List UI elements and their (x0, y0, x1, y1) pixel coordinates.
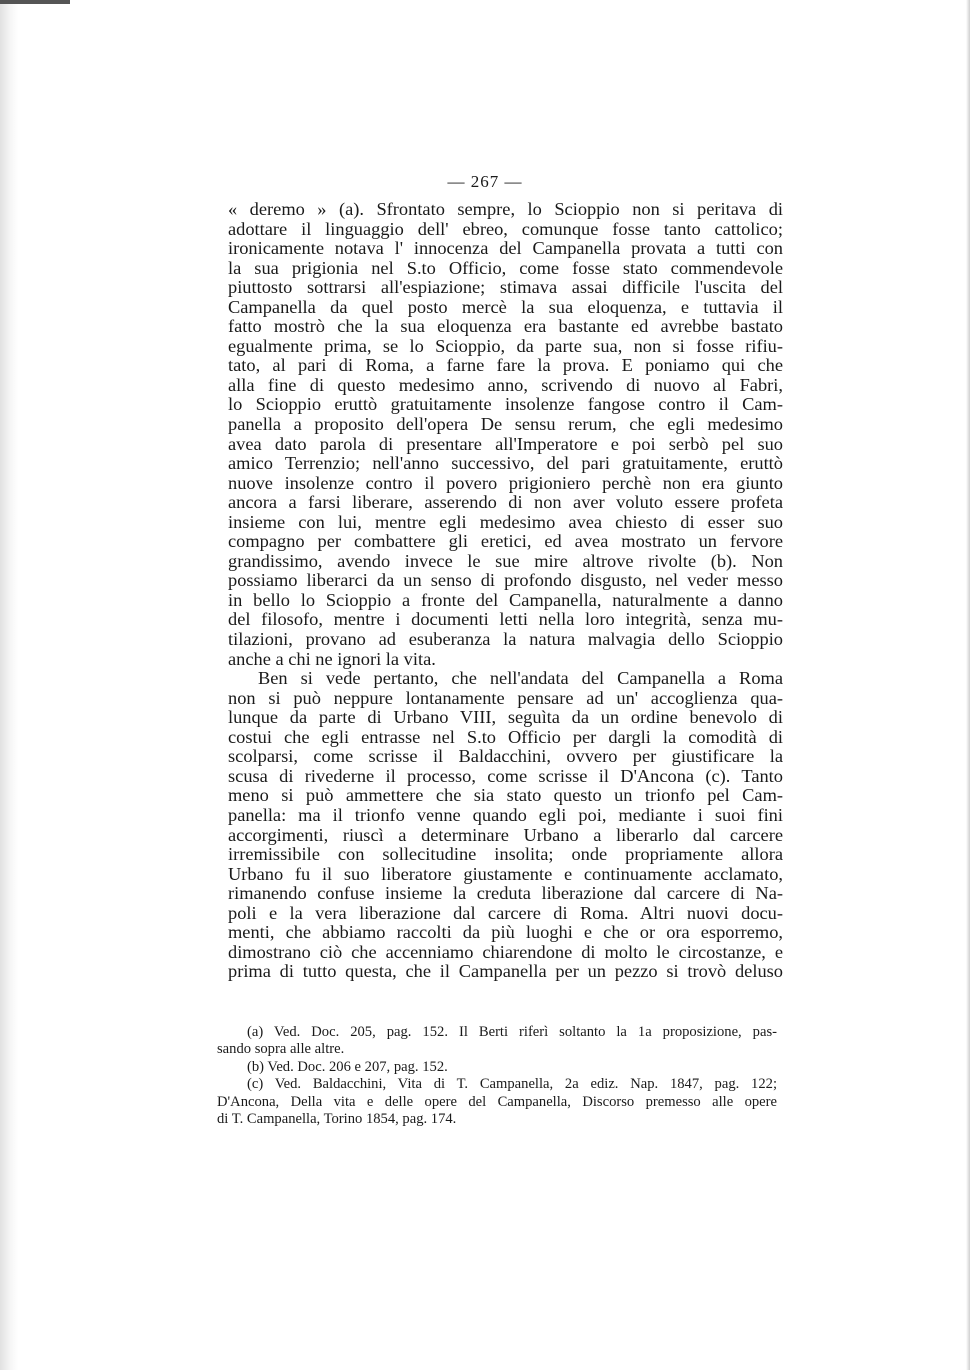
body-line: prima di tutto questa, che il Campanella per un pezzo si trovò deluso (228, 961, 783, 982)
body-line: possiamo liberarci da un senso di profondo disgusto, nel veder messo (228, 570, 783, 591)
body-line: dimostrano ciò che accenniamo chiarendone di molto le circostanze, e (228, 941, 783, 962)
body-line: ironicamente notava l' innocenza del Campanella provata a tutti con (228, 238, 783, 259)
body-line: anche a chi ne ignori la vita. (228, 648, 436, 669)
body-line: Urbano fu il suo liberatore giustamente e continuamente acclamato, (228, 863, 783, 884)
body-line: menti, che abbiamo raccolti da più luoghi e che or ora esporremo, (228, 922, 783, 943)
body-line: del filosofo, mentre i documenti letti nella loro integrità, senza mu- (228, 609, 783, 630)
body-line: amico Terrenzio; nell'anno successivo, del pari gratuitamente, eruttò (228, 453, 783, 474)
body-line: ancora a farsi liberare, asserendo di non aver voluto essere profeta (228, 492, 783, 513)
body-line: egualmente prima, se lo Scioppio, da parte sua, non si fosse rifiu- (228, 335, 783, 356)
body-line: non si può neppure lontanamente pensare ad un' accoglienza qua- (228, 687, 783, 708)
body-line: fatto mostrò che la sua eloquenza era bastante ed avrebbe bastato (228, 316, 783, 337)
body-line: costui che egli entrasse nel S.to Officio per dargli la comodità di (228, 726, 783, 747)
body-line: poli e la vera liberazione dal carcere di Roma. Altri nuovi docu- (228, 902, 783, 923)
body-line: rimanendo confuse insieme la creduta liberazione dal carcere di Na- (228, 883, 783, 904)
body-text (228, 200, 783, 982)
body-line: meno si può ammettere che sia stato questo un trionfo pel Cam- (228, 785, 783, 806)
page-edge-shadow (0, 0, 18, 1370)
page-edge-right (966, 0, 970, 1370)
body-line: Ben si vede pertanto, che nell'andata del Campanella a Roma (258, 668, 783, 689)
body-line: lunque da parte di Urbano VIII, seguìta da un ordine benevolo di (228, 707, 783, 728)
footnote-line: (b) Ved. Doc. 206 e 207, pag. 152. (247, 1058, 448, 1075)
body-line: piuttosto sottrarsi all'espiazione; stimava assai difficile l'uscita del (228, 277, 783, 298)
footnote-line: sando sopra alle altre. (217, 1041, 345, 1058)
body-line: nuove insolenze contro il povero prigioniero perchè non era giunto (228, 472, 783, 493)
body-line: scusa di rivederne il processo, come scrisse il D'Ancona (c). Tanto (228, 765, 783, 786)
body-line: insieme con lui, mentre egli medesimo avea chiesto di esser suo (228, 511, 783, 532)
footnotes (217, 1024, 777, 1128)
body-line: panella a proposito dell'opera De sensu rerum, che egli medesimo (228, 414, 783, 435)
footnote-line: (a) Ved. Doc. 205, pag. 152. Il Berti riferì soltanto la 1a proposizione, pas- (247, 1024, 777, 1040)
page-number: — 267 — (447, 172, 523, 191)
body-line: avea dato parola di presentare all'Imperatore e poi serbò pel suo (228, 433, 783, 454)
body-line: alla fine di questo medesimo anno, scrivendo di nuovo al Fabri, (228, 374, 783, 395)
body-line: Campanella da quel posto mercè la sua eloquenza, e tuttavia il (228, 296, 783, 317)
body-line: la sua prigionia nel S.to Officio, come fosse stato commendevole (228, 257, 783, 278)
body-line: panella: ma il trionfo venne quando egli poi, mediante i suoi fini (228, 804, 783, 825)
footnote-line: D'Ancona, Della vita e delle opere del Campanella, Discorso premesso alle opere (217, 1093, 777, 1110)
scan-edge-mark (0, 0, 70, 4)
body-line: scolparsi, come scrisse il Baldacchini, ovvero per giustificare la (228, 746, 783, 767)
footnote-line: di T. Campanella, Torino 1854, pag. 174. (217, 1110, 457, 1127)
body-line: tilazioni, provano ad esuberanza la natura malvagia dello Scioppio (228, 629, 783, 650)
body-line: tato, al pari di Roma, a farne fare la prova. E poniamo qui che (228, 355, 783, 376)
body-line: compagno per combattere gli eretici, ed avea mostrato un fervore (228, 531, 783, 552)
body-line: in bello lo Scioppio a fronte del Campanella, naturalmente a danno (228, 589, 783, 610)
body-line: adottare il linguaggio dell' ebreo, comunque fosse tanto cattolico; (228, 218, 783, 239)
body-line: lo Scioppio eruttò gratuitamente insolenze fangose contro il Cam- (228, 394, 783, 415)
body-line: irremissibile con sollecitudine insolita; onde propriamente allora (228, 844, 783, 865)
body-line: accorgimenti, riuscì a determinare Urbano a liberarlo dal carcere (228, 824, 783, 845)
footnote-line: (c) Ved. Baldacchini, Vita di T. Campanella, 2a ediz. Nap. 1847, pag. 122; (247, 1076, 777, 1093)
body-line: grandissimo, avendo invece le sue mire altrove rivolte (b). Non (228, 550, 783, 571)
body-line: « deremo » (a). Sfrontato sempre, lo Scioppio non si peritava di (228, 199, 783, 219)
